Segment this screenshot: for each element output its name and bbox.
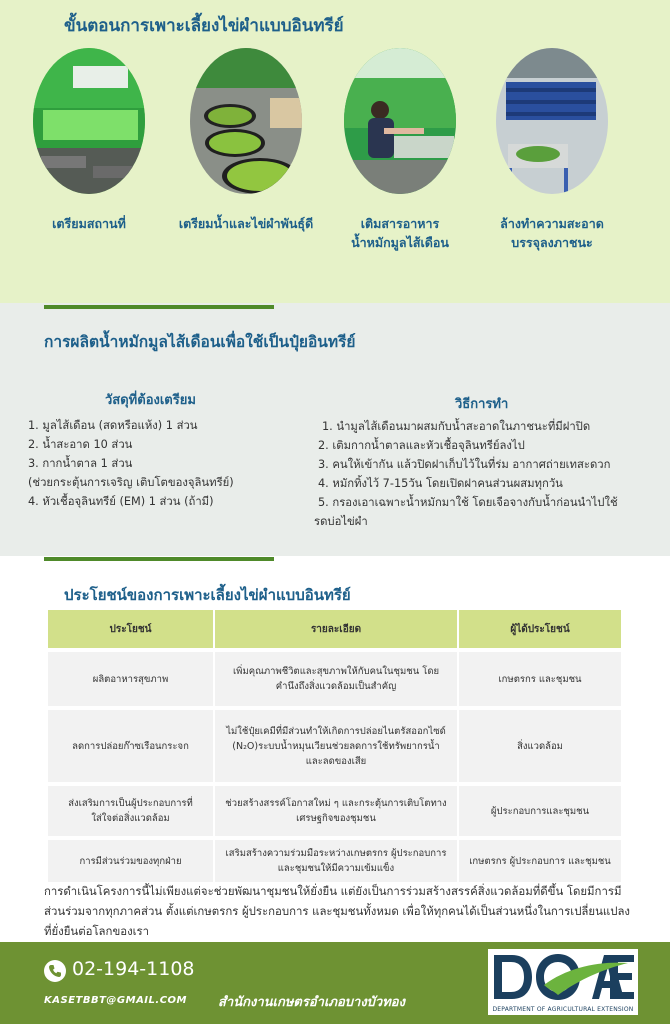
method-list [314,417,654,531]
email-address[interactable]: KASETBBT@GMAIL.COM [44,995,187,1006]
materials-list [28,416,308,511]
prepare-water-photo [190,48,302,194]
summary-paragraph: การดำเนินโครงการนี้ไม่เพียงแต่จะช่วยพัฒนาชุมชนให้ยั่งยืน แต่ยังเป็นการร่วมสร้างสรรค์สิ่งแวดล้อมที่ดีขึ้น โดยมีการมีส่วนร่วมจากทุกภาคส่วน ตั้งแต่เกษตรกร ผู้ประกอบการ และชุมชนทั้งหมด เพื่อให้ทุกคนได้เป็นส่วนหนึ่งในการเปลี่ยนแปลงที่ยั่งยืนต่อโลกของเรา [44,884,630,938]
beneficiary-cell: เกษตรกร และชุมชน [459,652,621,706]
section-divider [44,557,274,561]
list-item: 1. นำมูลไส้เดือนมาผสมกับน้ำสะอาดในภาชนะที่มีฝาปิด [322,420,591,433]
list-item: 2. เติมกากน้ำตาลและหัวเชื้อจุลินทรีย์ลงไป [318,439,525,452]
list-item: 4. หมักทิ้งไว้ 7-15วัน โดยเปิดฝาคนส่วนผสมทุกวัน [318,477,563,490]
compost-section [0,303,670,556]
beneficiary-cell: ผู้ประกอบการและชุมชน [459,786,621,836]
phone-number[interactable]: 02-194-1108 [72,958,195,980]
step-label: ล้างทำความสะอาด บรรจุลงภาชนะ [500,216,604,250]
beneficiary-cell: เกษตรกร ผู้ประกอบการ และชุมชน [459,840,621,882]
list-item: รดบ่อไข่ผำ [314,515,368,528]
list-item: 1. มูลไส้เดือน (สดหรือแห้ง) 1 ส่วน [28,419,198,432]
benefit-cell: ผลิตอาหารสุขภาพ [48,652,213,706]
step-prepare-water [171,48,321,233]
table-header-row [48,610,623,652]
list-item: 4. หัวเชื้อจุลินทรีย์ (EM) 1 ส่วน (ถ้ามี) [28,495,214,508]
clean-pack-photo [496,48,608,194]
steps-section [0,0,670,303]
benefits-table [48,610,623,886]
detail-cell: เพิ่มคุณภาพชีวิตและสุขภาพให้กับคนในชุมชน โดยคำนึงถึงสิ่งแวดล้อมเป็นสำคัญ [215,652,457,706]
table-row [48,710,623,786]
prepare-site-photo [33,48,145,194]
step-label: เตรียมสถานที่ [52,216,126,231]
benefit-cell: ส่งเสริมการเป็นผู้ประกอบการที่ใส่ใจต่อสิ่งแวดล้อม [48,786,213,836]
table-row [48,786,623,840]
table-row [48,840,623,886]
table-header: ผู้ได้ประโยชน์ [459,610,621,648]
method-heading: วิธีการทำ [455,397,509,412]
benefit-cell: ลดการปล่อยก๊าซเรือนกระจก [48,710,213,782]
compost-title: การผลิตน้ำหมักมูลไส้เดือนเพื่อใช้เป็นปุ๋ยอินทรีย์ [44,333,356,351]
list-item: 3. กากน้ำตาล 1 ส่วน [28,457,133,470]
list-item: 3. คนให้เข้ากัน แล้วปิดฝาเก็บไว้ในที่ร่ม อากาศถ่ายเทสะดวก [318,458,611,471]
materials-heading: วัสดุที่ต้องเตรียม [105,393,196,408]
table-header: ประโยชน์ [48,610,213,648]
benefit-cell: การมีส่วนร่วมของทุกฝ่าย [48,840,213,882]
section-divider [44,305,274,309]
step-clean-pack [477,48,627,252]
detail-cell: เสริมสร้างความร่วมมือระหว่างเกษตรกร ผู้ประกอบการและชุมชนให้มีความเข้มแข็ง [215,840,457,882]
beneficiary-cell: สิ่งแวดล้อม [459,710,621,782]
list-item: 5. กรองเอาเฉพาะน้ำหมักมาใช้ โดยเจือจางกับน้ำก่อนนำไปใช้ [318,496,618,509]
phone-icon [44,960,66,982]
step-label: เติมสารอาหาร น้ำหมักมูลไส้เดือน [351,216,449,250]
add-nutrients-photo [344,48,456,194]
table-header: รายละเอียด [215,610,457,648]
step-label: เตรียมน้ำและไข่ผำพันธุ์ดี [178,216,314,231]
benefits-title: ประโยชน์ของการเพาะเลี้ยงไข่ผำแบบอินทรีย์ [64,586,351,604]
steps-title: ขั้นตอนการเพาะเลี้ยงไข่ผำแบบอินทรีย์ [64,16,344,36]
detail-cell: ช่วยสร้างสรรค์โอกาสใหม่ ๆ และกระตุ้นการเติบโตทางเศรษฐกิจของชุมชน [215,786,457,836]
list-item: (ช่วยกระตุ้นการเจริญ เติบโตของจุลินทรีย์) [28,476,234,489]
doae-logo [488,949,638,1015]
table-row [48,652,623,710]
detail-cell: ไม่ใช้ปุ๋ยเคมีที่มีส่วนทำให้เกิดการปล่อยไนตรัสออกไซด์ (N₂O)ระบบน้ำหมุนเวียนช่วยลดการใช้ทรัพยากรน้ำและลดของเสีย [215,710,457,782]
list-item: 2. น้ำสะอาด 10 ส่วน [28,438,133,451]
step-prepare-site [14,48,164,233]
step-add-nutrients [325,48,475,252]
office-name: สำนักงานเกษตรอำเภอบางบัวทอง [218,995,405,1010]
logo-caption: DEPARTMENT OF AGRICULTURAL EXTENSION [492,1006,634,1013]
